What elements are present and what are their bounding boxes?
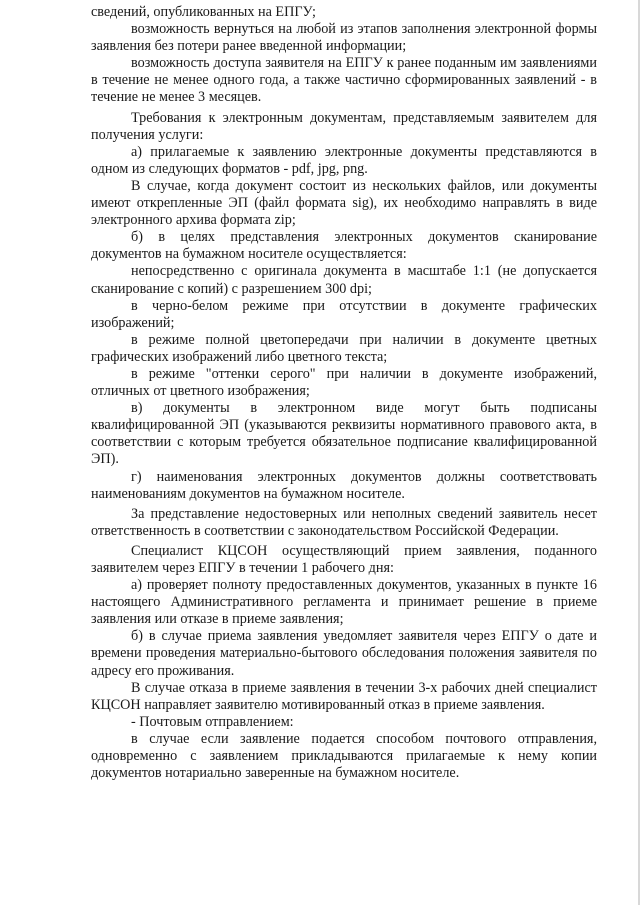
paragraph: в случае если заявление подается способом почтового отправления, одновременно с заявлением прикладываются прилагаемые к нему копии документов нотариально заверенные на бумажном носителе. bbox=[91, 730, 597, 782]
paragraph: возможность доступа заявителя на ЕПГУ к ранее поданным им заявлениями в течение не менее одного года, а также частично сформированных заявлений - в течение не менее 3 месяцев. bbox=[91, 55, 597, 106]
paragraph: в черно-белом режиме при отсутствии в документе графических изображений; bbox=[91, 297, 597, 331]
paragraph: г) наименования электронных документов должны соответствовать наименованиям документов на бумажном носителе. bbox=[91, 468, 597, 502]
paragraph: б) в целях представления электронных документов сканирование документов на бумажном носителе осуществляется: bbox=[91, 229, 597, 263]
paragraph: а) прилагаемые к заявлению электронные документы представляются в одном из следующих форматов - pdf, jpg, png. bbox=[91, 143, 597, 177]
paragraph: За представление недостоверных или неполных сведений заявитель несет ответственность в соответствии с законодательством Российской Федерации. bbox=[91, 505, 597, 539]
paragraph: возможность вернуться на любой из этапов заполнения электронной формы заявления без потери ранее введенной информации; bbox=[91, 21, 597, 55]
paragraph: б) в случае приема заявления уведомляет заявителя через ЕПГУ о дате и времени проведения материально-бытового обследования положения заявителя по адресу его проживания. bbox=[91, 628, 597, 679]
paragraph: в режиме полной цветопередачи при наличии в документе цветных графических изображений либо цветного текста; bbox=[91, 331, 597, 365]
paragraph: а) проверяет полноту предоставленных документов, указанных в пункте 16 настоящего Административного регламента и принимает решение в приеме заявления или отказе в приеме заявления; bbox=[91, 577, 597, 628]
paragraph: в режиме "оттенки серого" при наличии в документе изображений, отличных от цветного изображения; bbox=[91, 365, 597, 400]
document-body bbox=[91, 4, 597, 782]
paragraph: сведений, опубликованных на ЕПГУ; bbox=[91, 4, 316, 20]
paragraph: непосредственно с оригинала документа в масштабе 1:1 (не допускается сканирование с копий) с разрешением 300 dpi; bbox=[91, 263, 597, 297]
paragraph: В случае отказа в приеме заявления в течении 3-х рабочих дней специалист КЦСОН направляет заявителю мотивированный отказ в приеме заявления. bbox=[91, 679, 597, 713]
paragraph: Специалист КЦСОН осуществляющий прием заявления, поданного заявителем через ЕПГУ в течении 1 рабочего дня: bbox=[91, 542, 597, 576]
paragraph: в) документы в электронном виде могут быть подписаны квалифицированной ЭП (указываются реквизиты нормативного правового акта, в соответствии с которым требуется обязательное подписание квалифицированной ЭП). bbox=[91, 400, 597, 468]
paragraph: - Почтовым отправлением: bbox=[131, 713, 294, 730]
paragraph: В случае, когда документ состоит из нескольких файлов, или документы имеют открепленные ЭП (файл формата sig), их необходимо направлять в виде электронного архива формата zip; bbox=[91, 177, 597, 229]
paragraph: Требования к электронным документам, представляемым заявителем для получения услуги: bbox=[91, 109, 597, 143]
